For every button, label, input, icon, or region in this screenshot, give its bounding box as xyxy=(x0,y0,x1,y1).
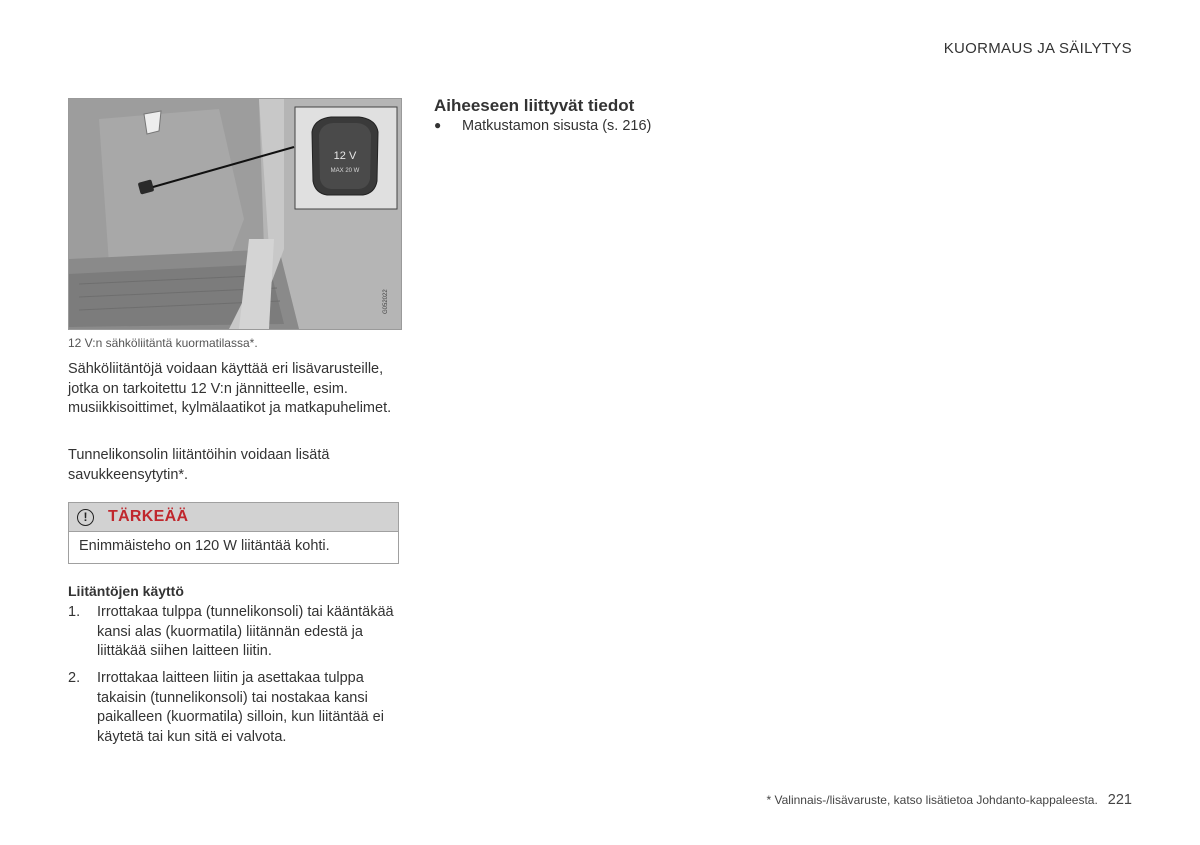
footer xyxy=(766,792,1132,808)
cargo-socket-illustration xyxy=(68,98,402,330)
step-text: Irrottakaa tulppa (tunnelikonsoli) tai kääntäkää kansi alas (kuormatila) liitännän edestä ja liittäkää siihen laitteen liitin. xyxy=(97,604,394,659)
notice-title: TÄRKEÄÄ xyxy=(108,508,189,525)
list-item xyxy=(68,603,398,662)
related-link-text[interactable]: Matkustamon sisusta (s. 216) xyxy=(462,118,652,134)
step-text: Irrottakaa laitteen liitin ja asettakaa tulppa takaisin (tunnelikonsoli) tai nostakaa kansi paikalleen (kuormatila) silloin, kun liitäntää ei käytetä tai kun sitä ei valvota. xyxy=(97,670,384,745)
bullet-icon: ● xyxy=(434,118,442,132)
inset-label-power: MAX 20 W xyxy=(330,168,360,174)
step-number: 2. xyxy=(68,670,81,686)
footnote-text: * Valinnais-/lisävaruste, katso lisätietoa Johdanto-kappaleesta. xyxy=(766,793,1098,807)
related-link[interactable] xyxy=(434,118,651,134)
inset-label-voltage: 12 V xyxy=(333,150,357,162)
step-number: 1. xyxy=(68,604,81,620)
warning-icon: ! xyxy=(77,509,94,526)
image-code: G052022 xyxy=(383,289,389,314)
page-number: 221 xyxy=(1107,792,1132,808)
list-item xyxy=(68,669,398,747)
notice-header xyxy=(69,503,398,532)
important-notice xyxy=(68,502,399,564)
notice-text: Enimmäisteho on 120 W liitäntää kohti. xyxy=(79,538,330,554)
usage-heading: Liitäntöjen käyttö xyxy=(68,583,184,599)
related-heading: Aiheeseen liittyvät tiedot xyxy=(434,96,635,115)
intro-paragraph: Sähköliitäntöjä voidaan käyttää eri lisävarusteille, jotka on tarkoitettu 12 V:n jännitteelle, esim. musiikkisoittimet, kylmälaatikot ja matkapuhelimet. xyxy=(68,361,392,416)
figure-caption: 12 V:n sähköliitäntä kuormatilassa*. xyxy=(68,336,258,350)
section-header: KUORMAUS JA SÄILYTYS xyxy=(943,40,1132,57)
lighter-paragraph: Tunnelikonsolin liitäntöihin voidaan lisätä savukkeensytytin*. xyxy=(68,447,330,483)
